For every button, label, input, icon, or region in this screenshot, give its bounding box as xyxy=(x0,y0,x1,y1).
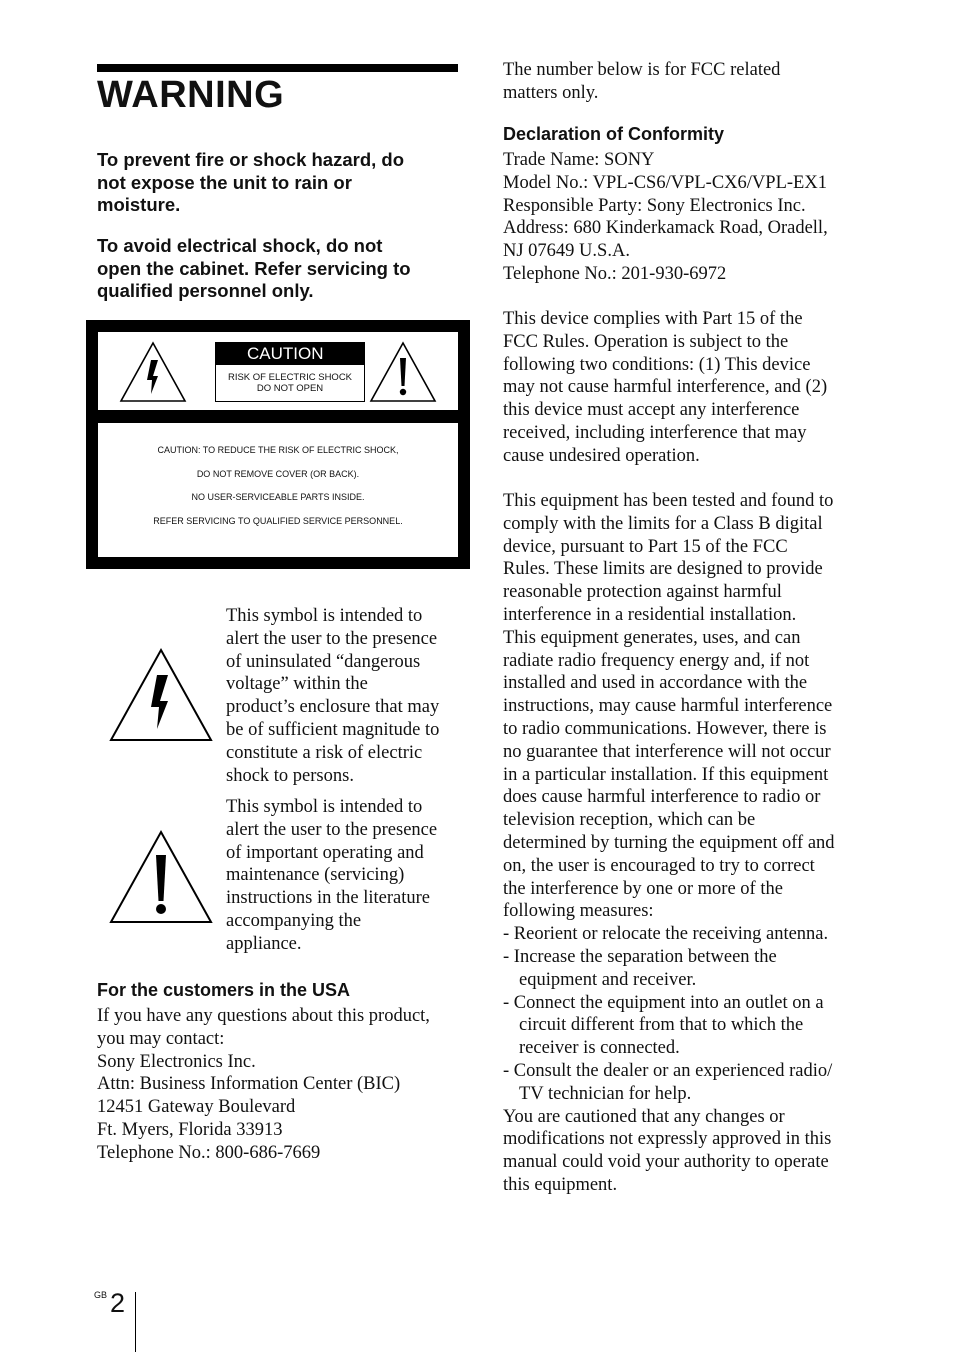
part15-paragraph: This device complies with Part 15 of the FCC Rules. Operation is subject to the following two conditions: (1) This device may not cause harmful interference, and (2) this device must accept any interference received, including interference that may cause undesired operation. xyxy=(503,309,828,466)
footer-region: GB xyxy=(94,1290,108,1300)
measure-item: - Consult the dealer or an experienced radio/ xyxy=(503,1060,833,1081)
exclamation-symbol-icon xyxy=(108,829,214,925)
caution-header: CAUTION xyxy=(216,343,364,365)
measure-item: - Reorient or relocate the receiving antenna. xyxy=(503,924,829,945)
caution-label-top xyxy=(98,332,458,410)
caution-label xyxy=(86,320,470,569)
fcc-intro: The number below is for FCC related matters only. xyxy=(503,60,781,103)
usa-contact: If you have any questions about this product, you may contact: Sony Electronics Inc. Attn: Business Information Center (BIC) 12451 Gateway Boulevard Ft. Myers, Florida 33913 Telephone No.: 800-686-7669 xyxy=(97,1006,430,1163)
fire-warning: To prevent fire or shock hazard, do not expose the unit to rain or moisture. xyxy=(97,149,405,215)
doc-heading: Declaration of Conformity xyxy=(503,124,725,144)
page-number: 2 xyxy=(110,1288,126,1318)
classb-paragraph: This equipment has been tested and found to comply with the limits for a Class B digital device, pursuant to Part 15 of the FCC Rules. These limits are designed to provide reasonable protection against harmful interference in a residential installation. This equipment generates, uses, and can radiate radio frequency energy and, if not installed and used in accordance with the instructions, may cause harmful interference to radio communications. However, there is no guarantee that interference will not occur in a particular installation. If this equipment does cause harmful interference to radio or television reception, which can be determined by turning the equipment off and on, the user is encouraged to try to correct the interference by one or more of the following measures: - Reorient or relocate the receiving antenna. - Increase the separation between the equipment and receiver. - Connect the equipment into an outlet on a circuit different from that to which the receiver is connected. - Consult the dealer or an experienced radio/ TV technician for help. You are cautioned that any changes or modifications not expressly approved in this manual could void your authority to operate this equipment. xyxy=(503,491,835,1195)
footer-divider xyxy=(135,1292,136,1352)
lightning-symbol-text: This symbol is intended to alert the user to the presence of uninsulated “dangerous voltage” within the product’s enclosure that may be of sufficient magnitude to constitute a risk of electric shock to persons. xyxy=(226,606,440,786)
shock-warning: To avoid electrical shock, do not open the cabinet. Refer servicing to qualified personnel only. xyxy=(97,235,411,301)
lightning-symbol-icon xyxy=(108,647,214,743)
page-title: WARNING xyxy=(97,74,285,116)
doc-details: Trade Name: SONY Model No.: VPL-CS6/VPL-CX6/VPL-EX1 Responsible Party: Sony Electronics Inc. Address: 680 Kinderkamack Road, Oradell, NJ 07649 U.S.A. Telephone No.: 201-930-6972 xyxy=(503,150,828,284)
measure-item: - Connect the equipment into an outlet on a xyxy=(503,992,824,1013)
caution-line: DO NOT REMOVE COVER (OR BACK). xyxy=(196,469,360,479)
caution-sub: RISK OF ELECTRIC SHOCK DO NOT OPEN xyxy=(227,372,353,394)
title-rule xyxy=(97,64,458,72)
caution-line: REFER SERVICING TO QUALIFIED SERVICE PERSONNEL. xyxy=(153,516,403,526)
usa-heading: For the customers in the USA xyxy=(97,980,351,1000)
caution-line: NO USER-SERVICEABLE PARTS INSIDE. xyxy=(191,492,365,502)
caution-line: CAUTION: TO REDUCE THE RISK OF ELECTRIC SHOCK, xyxy=(157,445,399,455)
caution-label-bottom xyxy=(98,423,458,557)
exclamation-warning-icon xyxy=(368,340,438,404)
lightning-warning-icon xyxy=(118,340,188,404)
measure-item: - Increase the separation between the xyxy=(503,946,777,967)
exclamation-symbol-text: This symbol is intended to alert the user to the presence of important operating and maintenance (servicing) instructions in the literature accompanying the appliance. xyxy=(226,797,438,954)
caution-box xyxy=(215,342,365,402)
